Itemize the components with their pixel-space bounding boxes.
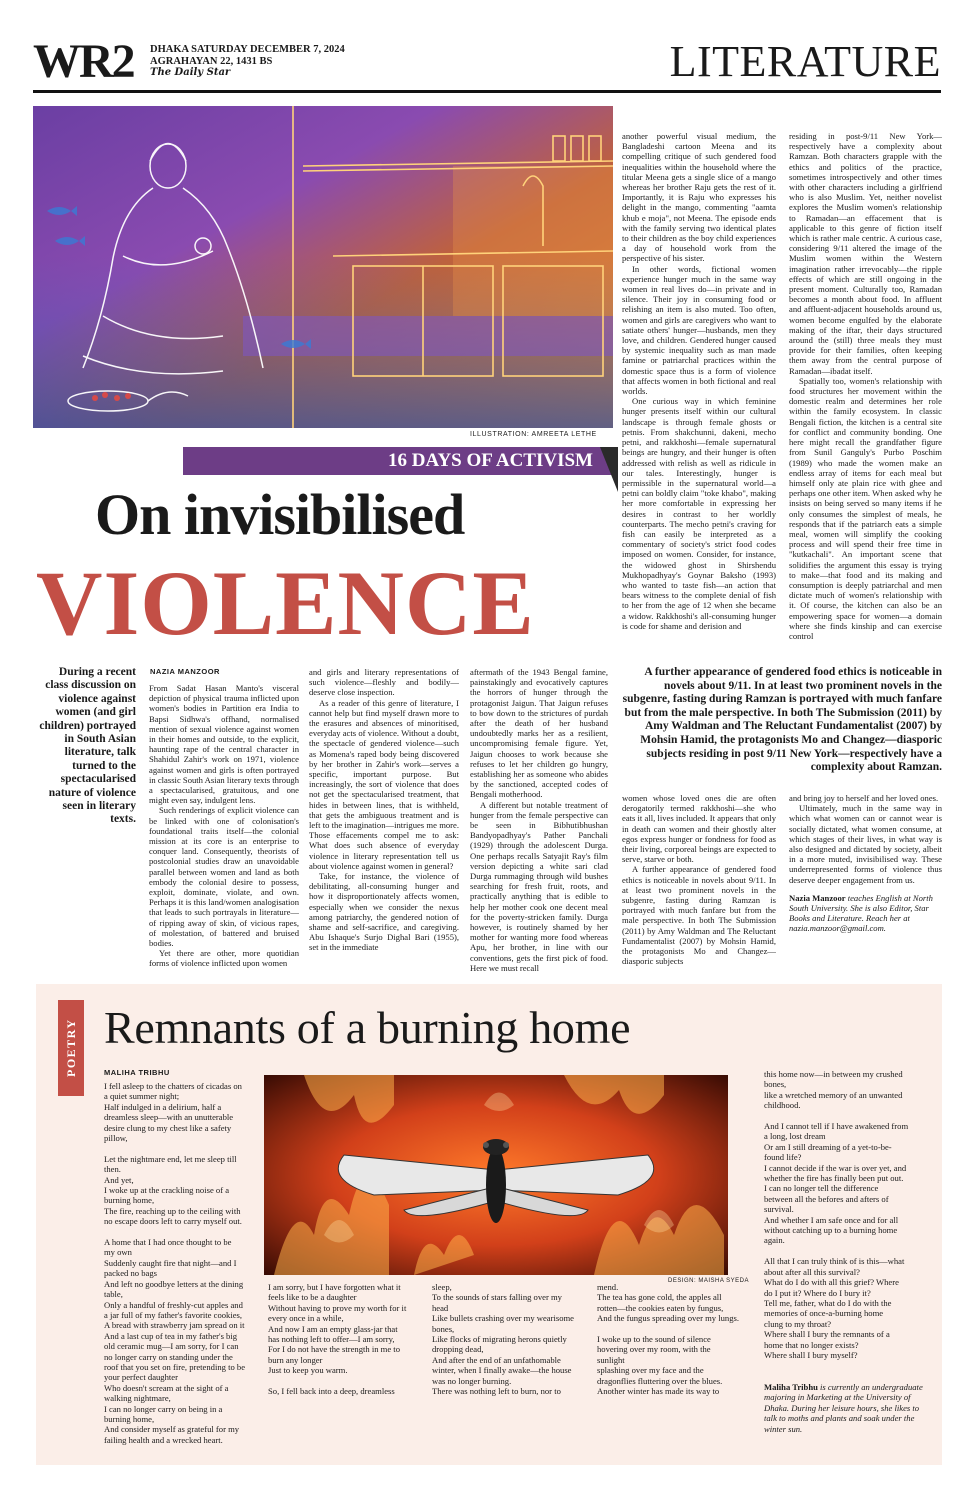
poem-line: To the sounds of stars falling over my xyxy=(432,1292,562,1303)
article-column-4 xyxy=(622,131,776,653)
poem-line: your perfect daughter xyxy=(104,1372,178,1383)
poem-line: packed no bags xyxy=(104,1268,157,1279)
poem-line: And the fungus spreading over my lungs. xyxy=(597,1313,740,1324)
paragraph: One curious way in which feminine hunger presents itself within our cultural landscape is through female ghosts or petnis. From shakchunni, dakeni, mecho petni, and rakkhoshi—female supernatural beings are hungry, and their hunger is often addressed with relish as well as ridicule in our tales. Interestingly, hunger is permissible in the supernatural world—a petni can boldly claim "toke khabo", making her more comfortable in expressing her desires in contrast to her worldly counterparts. The mecho petni's craving for fish can easily be interpreted as a commentary of society's strict food codes imposed on women. Consider, for instance, the widowed ghost in Shirshendu Mukhopadhyay's Goynar Baksho (1993) who wanted to taste fish—an action that bears witness to the complete denial of fish to her from the age of 12 when she became a widow. Rakkhoshi's all-consuming hunger is code for shame and derision and xyxy=(622,396,776,631)
date-bangla: AGRAHAYAN 22, 1431 BS xyxy=(150,55,273,67)
hero-illustration xyxy=(33,106,613,428)
poem-column-4 xyxy=(597,1282,747,1396)
article-byline: NAZIA MANZOOR xyxy=(150,667,220,676)
poem-column-5 xyxy=(764,1069,934,1360)
article-column-5 xyxy=(789,131,942,653)
paragraph: residing in post-9/11 New York—respectively have a complexity about Ramzan. Both characters grapple with the ethics and politics of the practice, sometimes introspectively and other times with other characters including a girlfriend who is also Muslim. Yet, neither novelist explores the Muslim women's relationship to Ramadan—an effacement that is applicable to this genre of fiction itself which is rather male centric. A curious case, considering 9/11 altered the image of the Muslim women within the Western imagination rather irrevocably—the ripple effects of which are still ongoing in the present moment. Culturally too, Ramadan becomes a month about food. In affluent and affluent-adjacent households around us, women become engulfed by the elaborate making of the iftar, their days structured around the (still) three meals they must provide for their families, often keeping them away from the central purpose of Ramadan—ibadat itself. xyxy=(789,131,942,376)
paragraph: and bring joy to herself and her loved ones. xyxy=(789,793,939,803)
pull-quote: A further appearance of gendered food ethics is noticeable in novels about 9/11. In at least two prominent novels in the subgenre, fasting during Ramzan is portrayed with much fanfare but from the male perspective. In both The Submission (2011) by Amy Waldman and The Reluctant Fundamentalist (2007) by Mohsin Hamid, the protagonists Mo and Changez—diasporic subjects residing in post 9/11 New York—respectively have a complexity about Ramzan. xyxy=(622,666,942,774)
poem-line: winter, when I finally awake—the house xyxy=(432,1365,572,1376)
poem-line: burning home, xyxy=(104,1195,155,1206)
article-dek: During a recent class discussion on violence against women (and girl children) portrayed in South Asian literature, talk turned to the spectacularised nature of violence seen in literary texts. xyxy=(39,666,136,826)
paragraph: Such renderings of explicit violence can be linked with one of colonisation's foundational traits itself—the colonial mission at its core is an enterprise to conquer land. Consequently, theorists of postcolonial studies draw an unavoidable parallel between women and land as both embody the colonial desire to possess, exploit, dominate, violate, and own. Perhaps it is this land/women analogisation that leads to such portrayals in literature—of ripping away of skin, of vicious rapes, of molestation, of battered and bruised bodies. xyxy=(149,805,299,949)
kicker-banner: 16 DAYS OF ACTIVISM xyxy=(183,447,613,475)
poem-line: desire clung to my chest like a safety xyxy=(104,1122,232,1133)
poem-line: Where shall I bury myself? xyxy=(764,1349,858,1360)
poem-line: I woke up at the crackling noise of a xyxy=(104,1185,230,1196)
poem-line: splashing over my face and the xyxy=(597,1365,704,1376)
poem-line: dropping dead, xyxy=(432,1344,484,1355)
paragraph: Ultimately, much in the same way in which what women can or cannot wear is socially dictated, what women consume, at which stages of their lives, in what way is also designed and dictated by society, albeit in a more muted, invisibilised way. These underrepresented forms of violence thus deserve deeper engagement from us. xyxy=(789,803,942,885)
poem-line: And I cannot tell if I have awakened from xyxy=(764,1121,909,1132)
poem-line: whether the fire has finally been put out. xyxy=(764,1173,904,1184)
article-column-4-lower xyxy=(622,793,776,973)
poem-line: What do I do with all this grief? Where xyxy=(764,1277,899,1288)
poem-line: And yet, xyxy=(104,1174,134,1185)
poem-line: And whether I am safe once and for all xyxy=(764,1214,899,1225)
poem-line: Half indulged in a delirium, half a xyxy=(104,1101,222,1112)
poem-line: The fire, reaching up to the ceiling with xyxy=(104,1205,241,1216)
poem-line: And left no goodbye letters at the dining xyxy=(104,1278,244,1289)
masthead-rule xyxy=(33,90,941,93)
poem-line: Like flocks of migrating herons quietly xyxy=(432,1334,567,1345)
poem-line: dragonflies fluttering over the blues. xyxy=(597,1375,723,1386)
poem-line: bones, xyxy=(764,1079,787,1090)
poem-image-cicada-in-fire xyxy=(264,1075,728,1275)
poem-line: rotten—the cookies eaten by fungus, xyxy=(597,1302,724,1313)
poem-line: mend. xyxy=(597,1282,619,1292)
poem-line xyxy=(764,1246,934,1256)
poem-line xyxy=(268,1376,423,1386)
paragraph: aftermath of the 1943 Bengal famine, painstakingly and evocatively captures the horrors of hunger through the protagonist Jaigun. That Jaigun refuses to bow down to the strictures of purdah after the death of her husband undoubtedly marks her as a resilient, uncompromising female figure. Yet, Jaigun chooses to work because she refuses to let her children go hungry, establishing her as someone who abides by the sanctioned, accepted codes of Bengali motherhood. xyxy=(470,667,608,800)
poem-line: I fell asleep to the chatters of cicadas on xyxy=(104,1081,242,1091)
poem-line: no longer carry on standing under the xyxy=(104,1351,233,1362)
poem-line: roof that you set on fire, pretending to be xyxy=(104,1361,246,1372)
poem-line: Who doesn't scream at the sight of a xyxy=(104,1382,229,1393)
poem-line: Tell me, father, what do I do with the xyxy=(764,1297,892,1308)
poem-line: Suddenly caught fire that night—and I xyxy=(104,1257,237,1268)
paragraph: A further appearance of gendered food ethics is noticeable in novels about 9/11. In at least two prominent novels in the subgenre, fasting during Ramzan is portrayed with much fanfare but from the male perspective. In both The Submission (2011) by Amy Waldman and The Reluctant Fundamentalist (2007) by Mohsin Hamid, the protagonists Mo and Changez—diasporic subjects xyxy=(622,864,776,967)
poem-line: was no longer burning. xyxy=(432,1375,512,1386)
poem-line: failing health and a wrecked heart. xyxy=(104,1434,223,1445)
poet-bio-name: Maliha Tribhu xyxy=(764,1382,818,1392)
poem-line: clung to my throat? xyxy=(764,1318,832,1329)
poem-line: I am sorry, but I have forgotten what it xyxy=(268,1282,401,1292)
poem-line: And a last cup of tea in my father's big xyxy=(104,1330,238,1341)
author-bio xyxy=(789,893,942,934)
poem-image-credit: DESIGN: MAISHA SYEDA xyxy=(668,1278,750,1284)
poem-line: this home now—in between my crushed xyxy=(764,1069,903,1079)
poem-line: Without having to prove my worth for it xyxy=(268,1302,407,1313)
article-column-3 xyxy=(470,667,608,973)
paragraph: In other words, fictional women experience hunger much in the same way women in real lives do—in private and in silence. Their joy in consuming food or relishing an item is also muted. Too often, women and girls are caregivers who want to satiate others' hunger—husbands, men they love, and children. Gendered hunger caused by systemic inequality such as man made famine or patriarchal practices within the domestic space thus is a form of violence that affects women in both fictional and real worlds. xyxy=(622,263,776,397)
poem-line: home that no longer exists? xyxy=(764,1339,859,1350)
poem-line: again. xyxy=(764,1235,785,1246)
poem-line: Just to keep you warm. xyxy=(268,1365,348,1376)
poem-line: All that I can truly think of is this—what xyxy=(764,1256,905,1267)
poetry-section-label: POETRY xyxy=(64,1018,78,1078)
poem-line xyxy=(597,1324,747,1334)
poem-line xyxy=(104,1227,256,1237)
kicker-banner-tail xyxy=(600,447,618,492)
page-code: WR2 xyxy=(33,35,134,88)
poem-line: my own xyxy=(104,1247,132,1258)
poem-line: A bread with strawberry jam spread on it xyxy=(104,1320,245,1331)
section-title: LITERATURE xyxy=(669,37,941,86)
paragraph: and girls and literary representations of such violence—fleshly and bodily—deserve close inspection. xyxy=(309,667,459,698)
dateline xyxy=(150,44,345,79)
poem-line: survival. xyxy=(764,1204,794,1215)
poem-line: Only a handful of freshly-cut apples and xyxy=(104,1299,243,1310)
poem-line: walking nightmare, xyxy=(104,1393,171,1404)
poem-line: Where shall I bury the remnants of a xyxy=(764,1329,890,1340)
poem-line: hovering over my room, with the xyxy=(597,1344,711,1355)
poem-title: Remnants of a burning home xyxy=(104,1002,631,1053)
poem-line: Let the nightmare end, let me sleep till xyxy=(104,1153,237,1164)
paragraph: From Sadat Hasan Manto's visceral depiction of physical trauma inflicted upon women's bodies in Partition era India to Bapsi Sidhwa's offhand, normalised mention of sexual violence against women in their homes and outside, to the explicit, haunting rape of the central character in Shahidul Zahir's work on 1971, violence against women and girls is often portrayed in classic South Asian literary texts through a spectacularised, gratuitous, and one might even say, indulgent lens. xyxy=(149,683,299,806)
article-column-5-lower xyxy=(789,793,942,973)
poem-line: childhood. xyxy=(764,1100,801,1111)
poem-line: A home that I had once thought to be xyxy=(104,1237,232,1248)
poem-line: The tea has gone cold, the apples all xyxy=(597,1292,722,1303)
poem-column-1 xyxy=(104,1081,256,1445)
paragraph: Spatially too, women's relationship with food structures her movement within the domestic realm and determines her role within the family ecosystem. In classic Bengali fiction, the kitchen is a central site for conflict and community bonding. One here might recall the grandfather figure from Sunil Ganguly's Purbo Poschim (1989) who made the women make an endless array of items for each meal but himself only ate plain rice with ghee and perhaps one other item. When asked why he insists on being served so many items if he only consumes the simplest of meals, he responds that if the patriarch eats a simple meal, women will simplify the cooking process and will spend their free time in "kutkachali". An important scene that solidifies the argument this essay is trying to make—that food and its making and consumption is deeply patriarchal and men dictate much of women's relationship with it. Of course, the kitchen can also be an empowering space for women—a domain where she finds kinship and can exercise control xyxy=(789,375,942,641)
paragraph: Take, for instance, the violence of debilitating, all-consuming hunger and how it disproportionately affects women, especially when we consider the nexus among patriarchy, the gendered notion of shame and self-sacrifice, and caregiving. Abu Ishaque's Surjo Dighal Bari (1955), set in the immediate xyxy=(309,871,459,953)
poem-byline: MALIHA TRIBHU xyxy=(104,1068,170,1077)
poem-line: feels like to be a daughter xyxy=(268,1292,357,1303)
author-bio-text: teaches English at North South University. She is also Editor, Star Books and Literature. Reach her at nazia.manzoor@gmail.com. xyxy=(789,892,933,934)
poem-line: head xyxy=(432,1302,449,1313)
poem-line: about after all this survival? xyxy=(764,1266,860,1277)
poem-line: a jar full of my father's favorite cookies, xyxy=(104,1309,243,1320)
poem-line: every once in a while, xyxy=(268,1313,344,1324)
poem-line: burn any longer xyxy=(268,1354,323,1365)
poem-line: And now I am an empty glass-jar that xyxy=(268,1323,398,1334)
paragraph: A different but notable treatment of hunger from the female perspective can be seen in Bibhutibhushan Bandyopadhyay's Pather Panchali (1929) through the adolescent Durga. One perhaps recalls Satyajit Ray's film version depicting a white sari clad Durga rummaging through wild bushes searching for fresh fruit, roots, and practically anything that is edible to help her mother cook one decent meal for the poverty-stricken family. Durga however, is routinely shamed by her mother for wanting more food whereas Apu, her brother, in line with our conventions, gets the first pick of food. Here we must recall xyxy=(470,799,608,973)
poem-line: like a wretched memory of an unwanted xyxy=(764,1089,903,1100)
poem-line: bones, xyxy=(432,1323,455,1334)
poem-line: a long, lost dream xyxy=(764,1131,826,1142)
paragraph: As a reader of this genre of literature, I cannot help but find myself drawn more to the erasures and absences of minoritised, everyday acts of violence. Without a doubt, the spectacle of gendered violence—such as Momena's raped body being discovered by her brother in Zahir's work—serves a specific, important purpose. But increasingly, the sort of violence that does not get the spectacularised treatment, that hides in between lines, that is withheld, that gets the ambiguous treatment and is left to the imagination—intrigues me more. Those effacements compel me to ask: What does such absence of everyday violence in literary representation tell us about violence against women in general? xyxy=(309,697,459,871)
poem-line: without catching up to a burning home xyxy=(764,1225,898,1236)
poem-line: For I do not have the strength in me to xyxy=(268,1344,400,1355)
author-bio-name: Nazia Manzoor xyxy=(789,892,846,903)
poem-line: I can no longer tell the difference xyxy=(764,1183,879,1194)
poem-column-2 xyxy=(268,1282,423,1396)
poem-line: then. xyxy=(104,1164,121,1175)
poem-line xyxy=(104,1143,256,1153)
poem-line: a quiet summer night; xyxy=(104,1091,180,1102)
poem-line: Another winter has made its way to xyxy=(597,1386,720,1397)
poem-line: between all the befores and afters of xyxy=(764,1193,889,1204)
poem-line: There was nothing left to burn, nor to xyxy=(432,1386,561,1397)
headline-line-1: On invisibilised xyxy=(95,482,465,547)
headline-line-2: VIOLENCE xyxy=(36,552,535,654)
paper-logo: The Daily Star xyxy=(150,67,231,78)
poem-line: pillow, xyxy=(104,1133,128,1144)
poem-line: Like bullets crashing over my wearisome xyxy=(432,1313,574,1324)
illustration-credit: ILLUSTRATION: AMREETA LETHE xyxy=(470,431,597,438)
article-column-2 xyxy=(309,667,459,973)
poem-line: burning home, xyxy=(104,1413,155,1424)
poem-line: has nothing left to offer—I am sorry, xyxy=(268,1334,395,1345)
poet-bio-text: is currently an undergraduate majoring in Marketing at the University of Dhaka. During her leisure hours, she likes to talk to moths and plants and soak under the winter sun. xyxy=(764,1382,923,1434)
poem-line: And after the end of an unfathomable xyxy=(432,1354,561,1365)
poem-line: old ceramic mug—I am sorry, for I can xyxy=(104,1341,239,1352)
poem-line: So, I fell back into a deep, dreamless xyxy=(268,1386,395,1397)
poem-line xyxy=(764,1111,934,1121)
paragraph: another powerful visual medium, the Bangladeshi cartoon Meena and its compelling critique of such gendered food inequalities within the household where the titular Meena gets a single slice of a mango whereas her brother Raju gets the rest of it. Importantly, it is Raju who expresses his delight in the mango, commenting "aamta khub e moja", not Meena. The episode ends with the family serving two identical plates to their children as the boy child experiences a day of household work from the perspective of his sister. xyxy=(622,131,776,264)
poem-line: found life? xyxy=(764,1152,802,1163)
poem-line: table, xyxy=(104,1289,123,1300)
date-gregorian: DHAKA SATURDAY DECEMBER 7, 2024 xyxy=(150,44,345,55)
poem-line: I woke up to the sound of silence xyxy=(597,1334,711,1345)
paragraph: Yet there are other, more quotidian forms of violence inflicted upon women xyxy=(149,948,299,969)
poem-line: I cannot decide if the war is over yet, and xyxy=(764,1162,907,1173)
poem-line: do I put it? Where do I bury it? xyxy=(764,1287,871,1298)
poem-line: And consider myself as grateful for my xyxy=(104,1424,240,1435)
poem-line: Or am I still dreaming of a yet-to-be- xyxy=(764,1141,892,1152)
poet-bio xyxy=(764,1382,924,1434)
paragraph: women whose loved ones die are often derogatorily termed rakkhoshi—she who eats it all, lives included. It appears that only in death can women and their ghostly alter egos express hunger or fondness for food as their living, corporeal beings are expected to serve, starve or both. xyxy=(622,793,776,865)
article-column-1 xyxy=(149,683,299,973)
poem-line: dreamless sleep—with an unutterable xyxy=(104,1112,234,1123)
poem-line: no escape doors left to carry myself out. xyxy=(104,1216,242,1227)
poem-line: sunlight xyxy=(597,1354,625,1365)
poem-line: sleep, xyxy=(432,1282,452,1292)
poem-line: memories of once-a-burning home xyxy=(764,1308,884,1319)
poem-column-3 xyxy=(432,1282,587,1396)
poem-line: I can no longer carry on being in a xyxy=(104,1403,223,1414)
